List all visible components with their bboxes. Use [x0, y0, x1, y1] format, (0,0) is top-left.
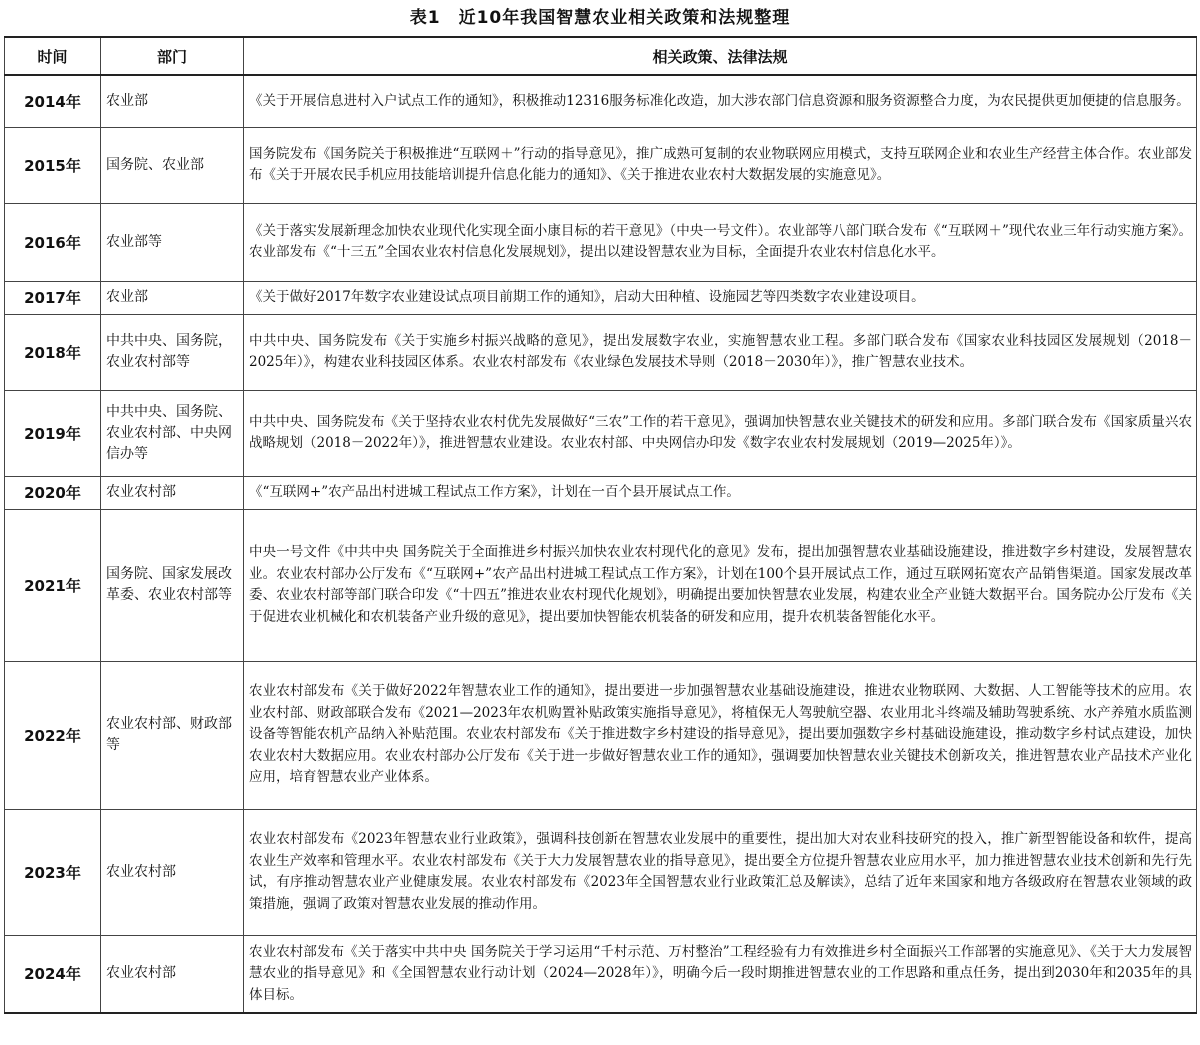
year-cell: 2016年 [5, 203, 101, 281]
year-cell: 2022年 [5, 661, 101, 809]
year-cell: 2024年 [5, 935, 101, 1013]
policy-cell: 国务院发布《国务院关于积极推进“互联网＋”行动的指导意见》，推广成熟可复制的农业物联网应用模式，支持互联网企业和农业生产经营主体合作。农业部发布《关于开展农民手机应用技能培训提升信息化能力的通知》、《关于推进农业农村大数据发展的实施意见》。 [244, 127, 1197, 203]
policy-cell: 农业农村部发布《关于做好2022年智慧农业工作的通知》，提出要进一步加强智慧农业基础设施建设，推进农业物联网、大数据、人工智能等技术的应用。农业农村部、财政部联合发布《2021—2023年农机购置补贴政策实施指导意见》，将植保无人驾驶航空器、农业用北斗终端及辅助驾驶系统、水产养殖水质监测设备等智能农机产品纳入补贴范围。农业农村部发布《关于推进数字乡村建设的指导意见》，提出要加强数字乡村基础设施建设，推动数字乡村试点建设，加快农业农村大数据应用。农业农村部办公厅发布《关于进一步做好智慧农业工作的通知》，强调要加快智慧农业关键技术创新攻关，推进智慧农业产品技术产业化应用，培育智慧农业产业体系。 [244, 661, 1197, 809]
year-cell: 2020年 [5, 476, 101, 509]
year-cell: 2021年 [5, 509, 101, 661]
department-cell: 农业部 [101, 281, 244, 314]
table-row [5, 281, 1197, 314]
policy-cell: 农业农村部发布《2023年智慧农业行业政策》，强调科技创新在智慧农业发展中的重要性，提出加大对农业科技研究的投入，推广新型智能设备和软件，提高农业生产效率和管理水平。农业农村部发布《关于大力发展智慧农业的指导意见》，提出要全方位提升智慧农业应用水平，加力推进智慧农业技术创新和先行先试，有序推动智慧农业产业健康发展。农业农村部发布《2023年全国智慧农业行业政策汇总及解读》，总结了近年来国家和地方各级政府在智慧农业领域的政策措施，强调了政策对智慧农业发展的推动作用。 [244, 809, 1197, 935]
department-cell: 国务院、国家发展改革委、农业农村部等 [101, 509, 244, 661]
table-title: 表1 近10年我国智慧农业相关政策和法规整理 [409, 8, 791, 28]
policy-cell: 中央一号文件《中共中央 国务院关于全面推进乡村振兴加快农业农村现代化的意见》发布，提出加强智慧农业基础设施建设，推进数字乡村建设，发展智慧农业。农业农村部办公厅发布《“互联网+”农产品出村进城工程试点工作方案》，计划在100个县开展试点工作，通过互联网拓宽农产品销售渠道。国家发展改革委、农业农村部等部门联合印发《“十四五”推进农业农村现代化规划》，明确提出要加快智慧农业发展，构建农业全产业链大数据平台。国务院办公厅发布《关于促进农业机械化和农机装备产业升级的意见》，提出要加快智能农机装备的研发和应用，提升农机装备智能化水平。 [244, 509, 1197, 661]
table-row [5, 509, 1197, 661]
header-time: 时间 [5, 37, 101, 75]
policy-cell: 中共中央、国务院发布《关于实施乡村振兴战略的意见》，提出发展数字农业，实施智慧农业工程。多部门联合发布《国家农业科技园区发展规划（2018－2025年）》，构建农业科技园区体系。农业农村部发布《农业绿色发展技术导则（2018－2030年）》，推广智慧农业技术。 [244, 314, 1197, 390]
year-cell: 2015年 [5, 127, 101, 203]
policy-cell: 《关于做好2017年数字农业建设试点项目前期工作的通知》，启动大田种植、设施园艺等四类数字农业建设项目。 [244, 281, 1197, 314]
year-cell: 2014年 [5, 75, 101, 127]
header-policy: 相关政策、法律法规 [244, 37, 1197, 75]
header-department: 部门 [101, 37, 244, 75]
table-row [5, 75, 1197, 127]
table-row [5, 476, 1197, 509]
department-cell: 中共中央、国务院、农业农村部、中央网信办等 [101, 390, 244, 476]
policy-cell: 《关于开展信息进村入户试点工作的通知》，积极推动12316服务标准化改造，加大涉农部门信息资源和服务资源整合力度，为农民提供更加便捷的信息服务。 [244, 75, 1197, 127]
table-row [5, 809, 1197, 935]
table-row [5, 390, 1197, 476]
table-row [5, 203, 1197, 281]
year-cell: 2023年 [5, 809, 101, 935]
table-row [5, 661, 1197, 809]
department-cell: 农业农村部 [101, 476, 244, 509]
department-cell: 农业部 [101, 75, 244, 127]
policy-cell: 《关于落实发展新理念加快农业现代化实现全面小康目标的若干意见》（中央一号文件）。农业部等八部门联合发布《“互联网＋”现代农业三年行动实施方案》。农业部发布《“十三五”全国农业农村信息化发展规划》，提出以建设智慧农业为目标，全面提升农业农村信息化水平。 [244, 203, 1197, 281]
table-header [5, 37, 1197, 75]
policy-cell: 农业农村部发布《关于落实中共中央 国务院关于学习运用“千村示范、万村整治”工程经验有力有效推进乡村全面振兴工作部署的实施意见》、《关于大力发展智慧农业的指导意见》和《全国智慧农业行动计划（2024—2028年）》，明确今后一段时期推进智慧农业的工作思路和重点任务，提出到2030年和2035年的具体目标。 [244, 935, 1197, 1013]
policy-table [4, 36, 1197, 1014]
department-cell: 国务院、农业部 [101, 127, 244, 203]
department-cell: 中共中央、国务院，农业农村部等 [101, 314, 244, 390]
department-cell: 农业部等 [101, 203, 244, 281]
policy-cell: 中共中央、国务院发布《关于坚持农业农村优先发展做好“三农”工作的若干意见》，强调加快智慧农业关键技术的研发和应用。多部门联合发布《国家质量兴农战略规划（2018－2022年）》，推进智慧农业建设。农业农村部、中央网信办印发《数字农业农村发展规划（2019—2025年）》。 [244, 390, 1197, 476]
year-cell: 2019年 [5, 390, 101, 476]
year-cell: 2018年 [5, 314, 101, 390]
department-cell: 农业农村部、财政部等 [101, 661, 244, 809]
table-row [5, 314, 1197, 390]
table-row [5, 127, 1197, 203]
year-cell: 2017年 [5, 281, 101, 314]
department-cell: 农业农村部 [101, 809, 244, 935]
department-cell: 农业农村部 [101, 935, 244, 1013]
policy-cell: 《“互联网+”农产品出村进城工程试点工作方案》，计划在一百个县开展试点工作。 [244, 476, 1197, 509]
table-row [5, 935, 1197, 1013]
